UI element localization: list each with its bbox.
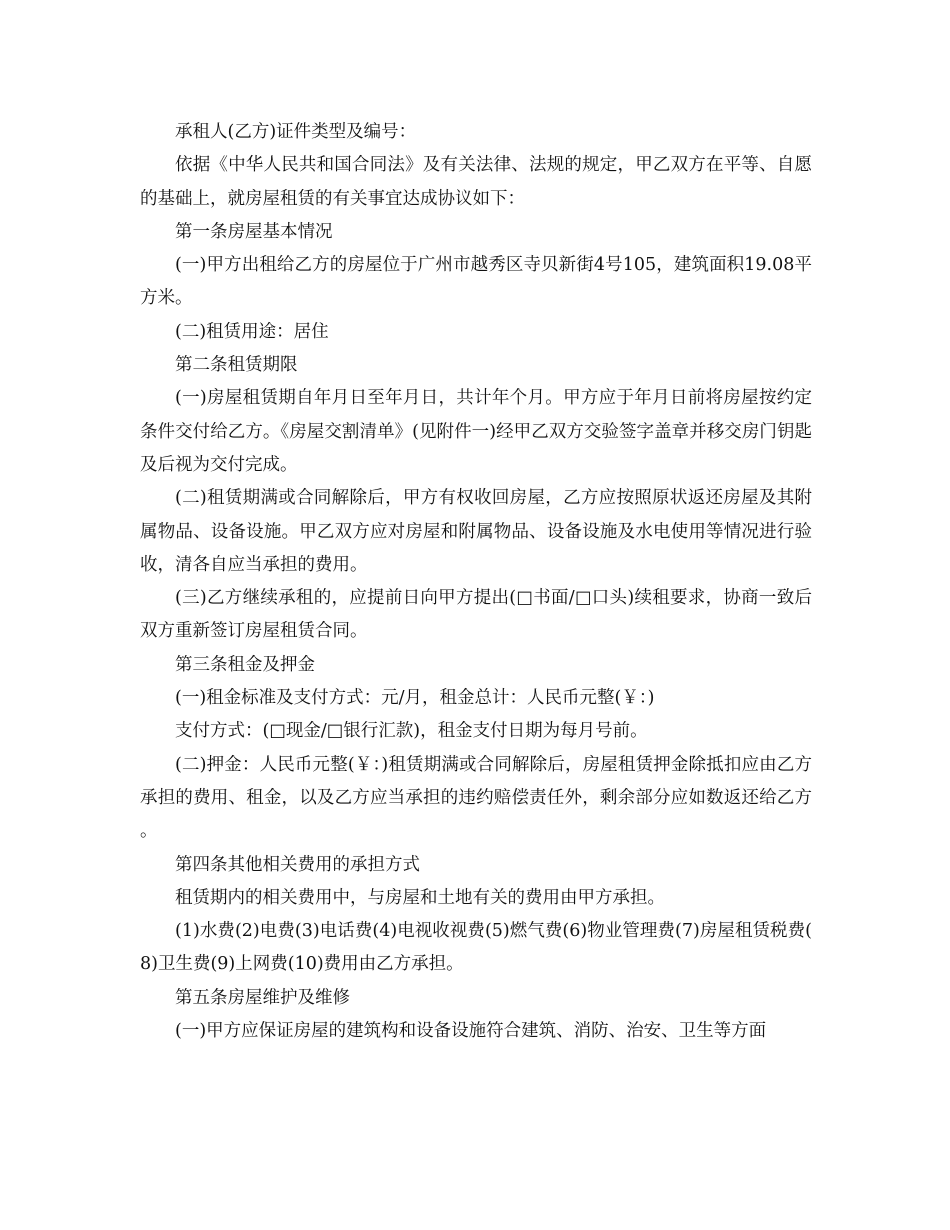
document-body bbox=[140, 116, 812, 1048]
preamble-paragraph: 依据《中华人民共和国合同法》及有关法律、法规的规定，甲乙双方在平等、自愿的基础上，就房屋租赁的有关事宜达成协议如下： bbox=[140, 155, 812, 209]
article-2-heading: 第二条租赁期限 bbox=[175, 355, 298, 376]
article-1-clause-1: (一)甲方出租给乙方的房屋位于广州市越秀区寺贝新街4号105，建筑面积19.08平方米。 bbox=[140, 255, 812, 309]
article-3-heading: 第三条租金及押金 bbox=[175, 654, 315, 675]
lessee-id-line: 承租人(乙方)证件类型及编号： bbox=[175, 122, 417, 142]
article-3-clause-1: (一)租金标准及支付方式：元/月，租金总计：人民币元整(￥：) bbox=[175, 688, 655, 709]
article-2-clause-3: (三)乙方继续承租的，应提前日向甲方提出(□书面/□口头)续租要求，协商一致后双方重新签订房屋租赁合同。 bbox=[140, 588, 812, 642]
article-3-clause-2: (二)押金：人民币元整(￥：)租赁期满或合同解除后，房屋租赁押金除抵扣应由乙方承担的费用、租金，以及乙方应当承担的违约赔偿责任外，剩余部分应如数返还给乙方。 bbox=[140, 754, 812, 842]
article-5-clause-1: (一)甲方应保证房屋的建筑构和设备设施符合建筑、消防、治安、卫生等方面 bbox=[175, 1021, 767, 1042]
article-1-heading: 第一条房屋基本情况 bbox=[175, 221, 333, 242]
article-5-heading: 第五条房屋维护及维修 bbox=[175, 987, 350, 1008]
article-4-intro: 租赁期内的相关费用中，与房屋和土地有关的费用由甲方承担。 bbox=[175, 887, 665, 908]
article-4-heading: 第四条其他相关费用的承担方式 bbox=[175, 854, 420, 875]
article-2-clause-1: (一)房屋租赁期自年月日至年月日，共计年个月。甲方应于年月日前将房屋按约定条件交付给乙方。《房屋交割清单》(见附件一)经甲乙双方交验签字盖章并移交房门钥匙及后视为交付完成。 bbox=[140, 388, 812, 475]
article-1-clause-2: (二)租赁用途：居住 bbox=[175, 321, 329, 342]
article-2-clause-2: (二)租赁期满或合同解除后，甲方有权收回房屋，乙方应按照原状返还房屋及其附属物品、设备设施。甲乙双方应对房屋和附属物品、设备设施及水电使用等情况进行验收，清各自应当承担的费用。 bbox=[140, 488, 812, 575]
payment-method-line: 支付方式：(□现金/□银行汇款)，租金支付日期为每月号前。 bbox=[175, 721, 648, 742]
article-4-fee-list: (1)水费(2)电费(3)电话费(4)电视收视费(5)燃气费(6)物业管理费(7)房屋租赁税费(8)卫生费(9)上网费(10)费用由乙方承担。 bbox=[140, 921, 812, 975]
